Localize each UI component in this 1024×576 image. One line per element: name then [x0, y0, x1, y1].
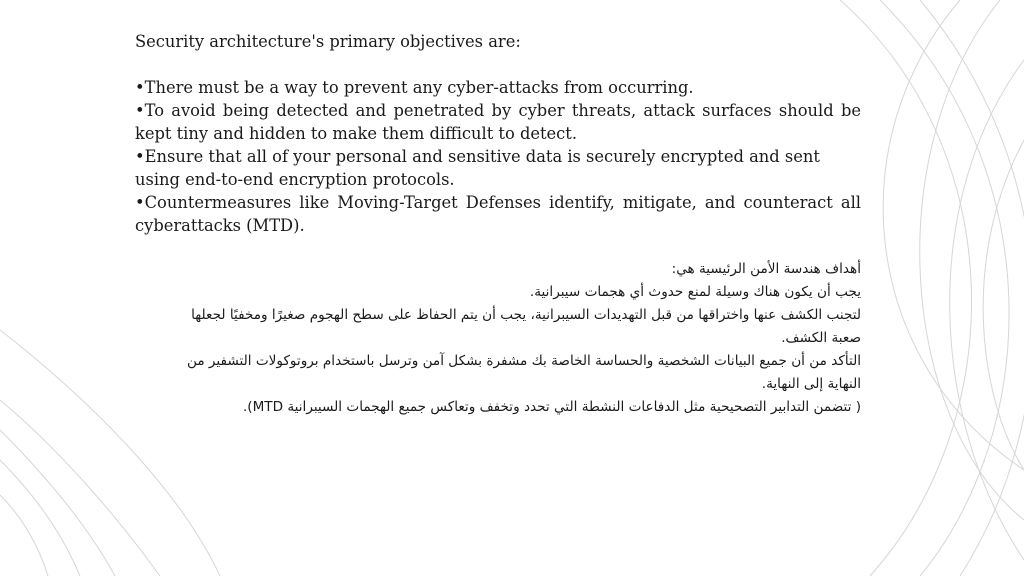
english-heading: Security architecture's primary objectives are:: [135, 32, 521, 51]
arabic-line-1: يجب أن يكون هناك وسيلة لمنع حدوث أي هجمات سيبرانية.: [529, 284, 861, 300]
english-bullet-1: •There must be a way to prevent any cyber-attacks from occurring.: [135, 78, 694, 97]
english-bullet-4: •Countermeasures like Moving-Target Defenses identify, mitigate, and counteract all cyberattacks (MTD).: [135, 193, 861, 235]
arabic-line-2: لتجنب الكشف عنها واختراقها من قبل التهديدات السيبرانية، يجب أن يتم الحفاظ على سطح الهجوم صغيرًا ومخفيًا لجعلها: [191, 307, 861, 323]
english-bullet-3: •Ensure that all of your personal and sensitive data is securely encrypted and sent using end-to-end encryption protocols.: [135, 147, 820, 189]
english-bullet-2: •To avoid being detected and penetrated by cyber threats, attack surfaces should be kept tiny and hidden to make them difficult to detect.: [135, 101, 861, 143]
arabic-line-6: ( تتضمن التدابير التصحيحية مثل الدفاعات النشطة التي تحدد وتخفف وتعاكس جميع الهجمات السيبرانية MTD).: [242, 399, 861, 415]
spacer: [135, 53, 861, 76]
arabic-objectives: [135, 258, 861, 419]
arabic-line-5: النهاية إلى النهاية.: [761, 376, 861, 392]
english-objectives: [135, 30, 861, 237]
arabic-heading: أهداف هندسة الأمن الرئيسية هي:: [671, 261, 861, 277]
arabic-line-3: صعبة الكشف.: [781, 330, 861, 346]
arabic-line-4: التأكد من أن جميع البيانات الشخصية والحساسة الخاصة بك مشفرة بشكل آمن وترسل باستخدام بروتوكولات التشفير من: [186, 353, 861, 369]
